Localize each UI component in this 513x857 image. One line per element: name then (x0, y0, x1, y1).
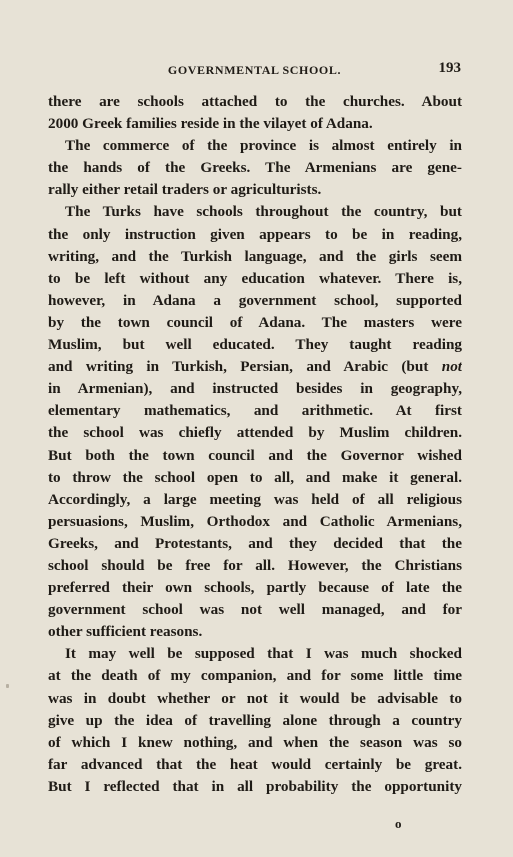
text-line: school should be free for all. However, the Christians (48, 556, 462, 574)
margin-mark (6, 684, 9, 688)
text-line: at the death of my companion, and for some little time (48, 667, 462, 685)
text-line: writing, and the Turkish language, and the girls seem (48, 247, 462, 265)
paragraph-start-line: The Turks have schools throughout the country, but (65, 203, 462, 221)
text-line: other sufficient reasons. (48, 623, 203, 641)
text-line: the hands of the Greeks. The Armenians are gene- (48, 159, 462, 177)
text-line: Greeks, and Protestants, and they decided that the (48, 534, 462, 552)
running-title: GOVERNMENTAL SCHOOL. (167, 63, 342, 77)
text-line: Accordingly, a large meeting was held of all religious (48, 490, 462, 508)
text-line: the school was chiefly attended by Muslim children. (48, 424, 462, 442)
text-line: to throw the school open to all, and make it general. (48, 468, 462, 486)
text-line-with-italic (48, 356, 462, 378)
text-line: But I reflected that in all probability the opportunity (48, 777, 462, 795)
text-line: government school was not well managed, and for (48, 601, 462, 619)
signature-mark: o (395, 816, 402, 831)
text-line: of which I knew nothing, and when the season was so (48, 733, 462, 751)
text-segment: and writing in Turkish, Persian, and Arabic (but (48, 358, 429, 376)
text-line: by the town council of Adana. The masters were (48, 313, 462, 331)
text-line: preferred their own schools, partly because of late the (48, 579, 462, 597)
text-line: in Armenian), and instructed besides in geography, (48, 380, 462, 398)
text-line: far advanced that the heat would certainly be great. (48, 755, 462, 773)
paragraph-start-line: It may well be supposed that I was much shocked (65, 645, 462, 663)
italic-word: not (441, 358, 462, 376)
page-header (48, 60, 461, 80)
text-line: rally either retail traders or agriculturists. (48, 181, 322, 199)
text-line: however, in Adana a government school, supported (48, 291, 462, 309)
page-number: 193 (438, 60, 461, 76)
text-line: elementary mathematics, and arithmetic. At first (48, 402, 462, 420)
text-line: was in doubt whether or not it would be advisable to (48, 689, 462, 707)
text-line: there are schools attached to the churches. About (48, 93, 462, 110)
text-line: give up the idea of travelling alone through a country (48, 711, 462, 729)
text-line: Muslim, but well educated. They taught reading (48, 336, 462, 354)
text-line: the only instruction given appears to be in reading, (48, 225, 462, 243)
body-text (48, 91, 462, 798)
text-line: to be left without any education whatever. There is, (48, 269, 462, 287)
text-line: But both the town council and the Governor wished (48, 446, 462, 464)
text-line: persuasions, Muslim, Orthodox and Catholic Armenians, (48, 512, 462, 530)
paragraph-start-line: The commerce of the province is almost entirely in (65, 137, 462, 155)
text-line: 2000 Greek families reside in the vilayet of Adana. (48, 115, 373, 133)
